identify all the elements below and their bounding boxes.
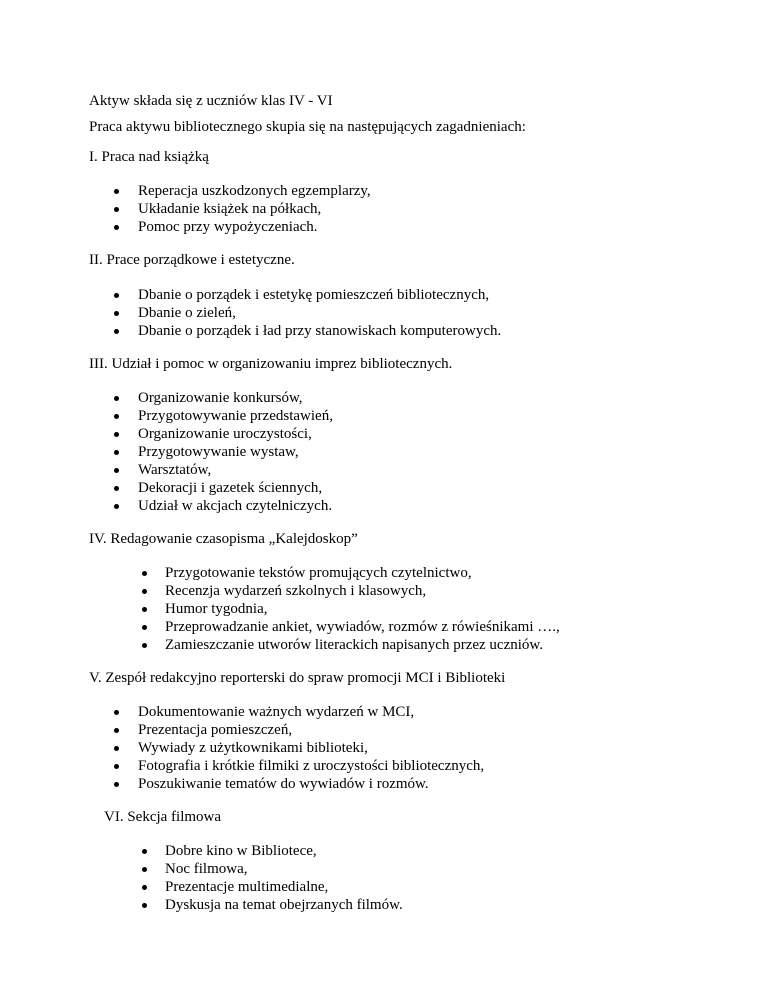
section-heading: I. Praca nad książką — [89, 149, 209, 165]
list-item: Organizowanie konkursów, — [138, 390, 303, 406]
list-item: Poszukiwanie tematów do wywiadów i rozmów. — [138, 776, 429, 792]
list-item: Wywiady z użytkownikami biblioteki, — [138, 740, 368, 756]
list-item: Przeprowadzanie ankiet, wywiadów, rozmów z rówieśnikami …., — [165, 619, 560, 635]
list-item: Recenzja wydarzeń szkolnych i klasowych, — [165, 583, 427, 599]
list-item: Organizowanie uroczystości, — [138, 426, 312, 442]
list-item: Warsztatów, — [138, 462, 212, 478]
list-item: Fotografia i krótkie filmiki z uroczystości bibliotecznych, — [138, 758, 485, 774]
bullet-icon — [114, 329, 119, 334]
bullet-icon — [142, 589, 147, 594]
list-item: Dbanie o porządek i estetykę pomieszczeń bibliotecznych, — [138, 287, 490, 303]
bullet-icon — [114, 782, 119, 787]
bullet-icon — [142, 885, 147, 890]
list-item: Noc filmowa, — [165, 861, 248, 877]
list-item: Dokumentowanie ważnych wydarzeń w MCI, — [138, 704, 415, 720]
bullet-icon — [114, 189, 119, 194]
list-item: Dbanie o zieleń, — [138, 305, 236, 321]
bullet-icon — [142, 867, 147, 872]
bullet-icon — [142, 849, 147, 854]
bullet-icon — [114, 225, 119, 230]
bullet-icon — [114, 450, 119, 455]
bullet-icon — [142, 643, 147, 648]
list-item: Prezentacje multimedialne, — [165, 879, 329, 895]
list-item: Udział w akcjach czytelniczych. — [138, 498, 333, 514]
list-item: Przygotowywanie przedstawień, — [138, 408, 333, 424]
intro-text: Aktyw składa się z uczniów klas IV - VI — [89, 93, 333, 109]
bullet-icon — [114, 207, 119, 212]
bullet-icon — [114, 728, 119, 733]
list-item: Dobre kino w Bibliotece, — [165, 843, 317, 859]
list-item: Dekoracji i gazetek ściennych, — [138, 480, 323, 496]
list-item: Układanie książek na półkach, — [138, 201, 322, 217]
list-item: Przygotowywanie wystaw, — [138, 444, 299, 460]
list-item: Dyskusja na temat obejrzanych filmów. — [165, 897, 403, 913]
bullet-icon — [114, 486, 119, 491]
bullet-icon — [114, 293, 119, 298]
list-item: Pomoc przy wypożyczeniach. — [138, 219, 318, 235]
list-item: Zamieszczanie utworów literackich napisanych przez uczniów. — [165, 637, 544, 653]
bullet-icon — [114, 710, 119, 715]
section-heading: III. Udział i pomoc w organizowaniu imprez bibliotecznych. — [89, 356, 453, 372]
bullet-icon — [142, 571, 147, 576]
bullet-icon — [114, 504, 119, 509]
bullet-icon — [114, 746, 119, 751]
bullet-icon — [114, 468, 119, 473]
bullet-icon — [114, 764, 119, 769]
list-item: Przygotowanie tekstów promujących czytelnictwo, — [165, 565, 472, 581]
bullet-icon — [114, 414, 119, 419]
list-item: Prezentacja pomieszczeń, — [138, 722, 293, 738]
lead-text: Praca aktywu bibliotecznego skupia się na następujących zagadnieniach: — [89, 119, 526, 135]
bullet-icon — [114, 432, 119, 437]
bullet-icon — [142, 903, 147, 908]
list-item: Humor tygodnia, — [165, 601, 268, 617]
bullet-icon — [142, 607, 147, 612]
section-heading: IV. Redagowanie czasopisma „Kalejdoskop” — [89, 531, 358, 547]
section-heading: VI. Sekcja filmowa — [104, 809, 222, 825]
list-item: Reperacja uszkodzonych egzemplarzy, — [138, 183, 371, 199]
bullet-icon — [114, 396, 119, 401]
section-heading: II. Prace porządkowe i estetyczne. — [89, 252, 295, 268]
bullet-icon — [142, 625, 147, 630]
section-heading: V. Zespół redakcyjno reporterski do spraw promocji MCI i Biblioteki — [89, 670, 506, 686]
bullet-icon — [114, 311, 119, 316]
list-item: Dbanie o porządek i ład przy stanowiskach komputerowych. — [138, 323, 502, 339]
